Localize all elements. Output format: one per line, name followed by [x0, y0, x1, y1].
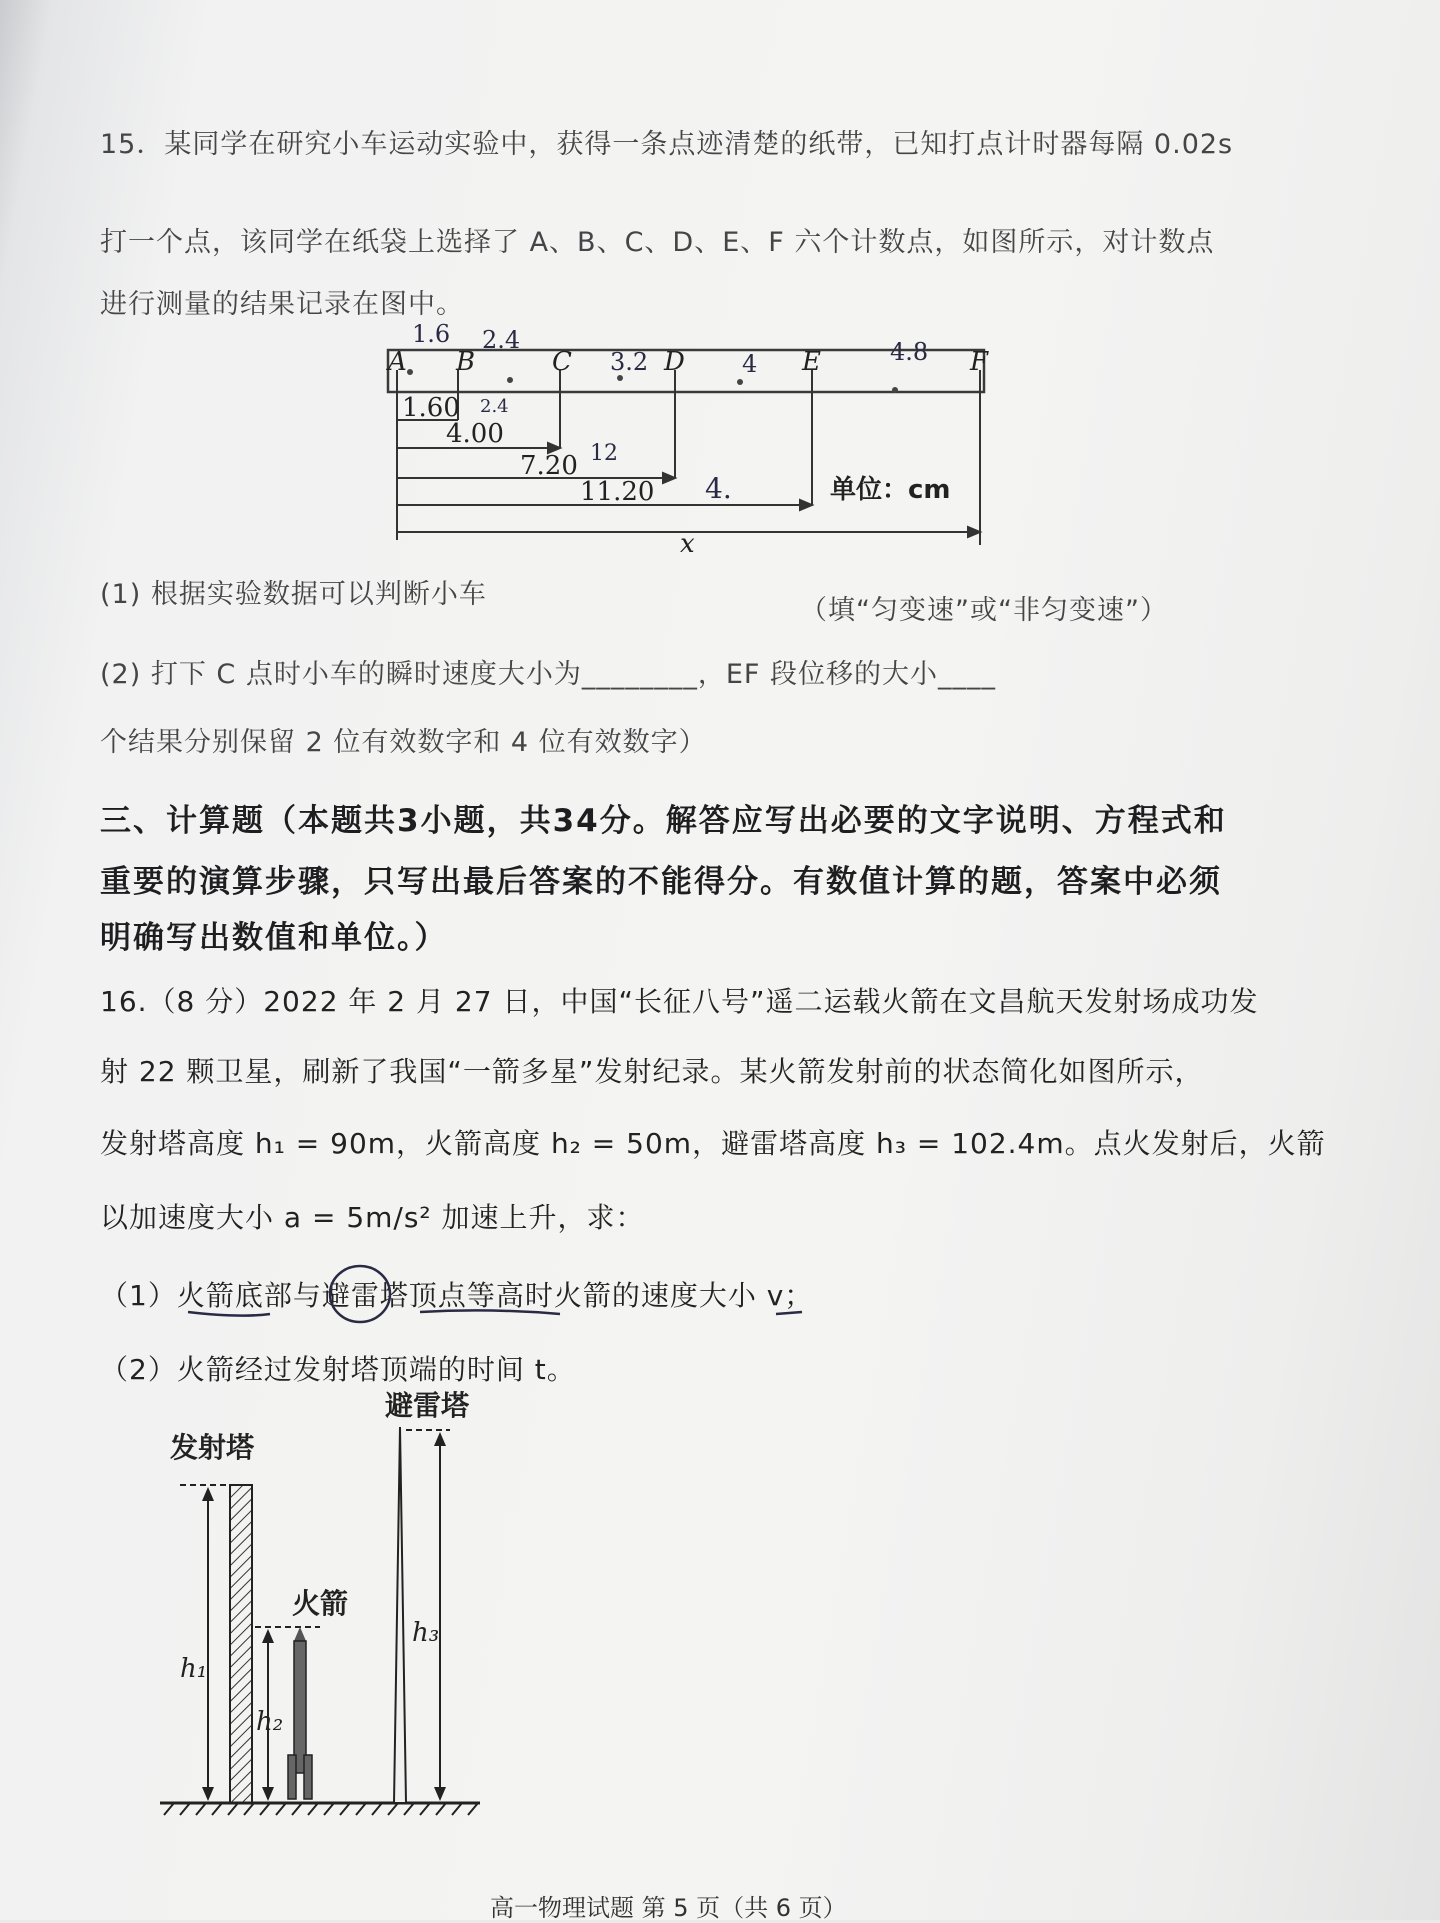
dim-af-arrowhead	[968, 527, 980, 537]
launch-tower-label: 发射塔	[170, 1431, 255, 1464]
q15-line-1: 15．某同学在研究小车运动实验中，获得一条点迹清楚的纸带，已知打点计时器每隔 0.02s	[100, 129, 1234, 160]
point-label-c: C	[552, 347, 572, 377]
dot-b	[507, 377, 513, 383]
point-label-f: F	[970, 347, 989, 377]
q16-sub1: （1）火箭底部与避雷塔顶点等高时火箭的速度大小 v；	[100, 1279, 814, 1312]
distance-ac: 4.00	[446, 419, 504, 449]
pen-underline-2	[420, 1310, 560, 1314]
section3-line-3: 明确写出数值和单位。）	[100, 920, 448, 956]
dim-ad-arrowhead	[663, 473, 675, 483]
q15-line-2: 打一个点，该同学在纸袋上选择了 A、B、C、D、E、F 六个计数点，如图所示，对计数点	[100, 227, 1215, 258]
handwriting-bc-below: 2.4	[480, 396, 509, 417]
handwriting-4: 4.	[705, 472, 732, 505]
h2-label: h₂	[256, 1707, 284, 1737]
q16-line-1: 16.（8 分）2022 年 2 月 27 日，中国“长征八号”遥二运载火箭在文昌航天发射场成功发	[100, 985, 1259, 1018]
launch-tower	[230, 1485, 252, 1803]
handwriting-de: 4	[742, 350, 758, 378]
distance-ab: 1.60	[402, 393, 460, 423]
pen-annotations	[170, 1262, 830, 1332]
q15-sub1-left: (1) 根据实验数据可以判断小车	[100, 579, 487, 610]
handwriting-ab: 1.6	[412, 320, 451, 348]
h2-arrowhead-bottom	[262, 1787, 274, 1801]
pen-underline-3	[776, 1312, 802, 1314]
pen-underline-1	[188, 1312, 270, 1316]
q16-line-4: 以加速度大小 a = 5m/s² 加速上升，求：	[100, 1201, 645, 1234]
lightning-tower	[394, 1427, 406, 1803]
dot-e	[892, 387, 898, 393]
distance-ad: 7.20	[520, 451, 578, 481]
page-footer: 高一物理试题 第 5 页（共 6 页）	[490, 1894, 847, 1922]
pen-circle	[330, 1266, 390, 1322]
paper-tape-figure	[370, 320, 1030, 560]
h1-arrowhead-bottom	[202, 1787, 214, 1801]
q16-line-3: 发射塔高度 h₁ = 90m，火箭高度 h₂ = 50m，避雷塔高度 h₃ = 102.4m。点火发射后，火箭	[100, 1127, 1326, 1160]
h1-arrowhead-top	[202, 1487, 214, 1501]
point-label-e: E	[802, 347, 821, 377]
handwriting-12: 12	[590, 441, 618, 466]
handwriting-cd: 3.2	[610, 348, 649, 376]
rocket-launch-diagram	[150, 1385, 500, 1835]
h3-arrowhead-bottom	[434, 1787, 446, 1801]
rocket-label: 火箭	[292, 1587, 349, 1620]
h2-arrowhead-top	[262, 1629, 274, 1643]
q15-line-3: 进行测量的结果记录在图中。	[100, 289, 464, 320]
handwriting-bc: 2.4	[482, 326, 521, 354]
q15-sub2: (2) 打下 C 点时小车的瞬时速度大小为________，EF 段位移的大小____	[100, 659, 997, 690]
q16-sub2: （2）火箭经过发射塔顶端的时间 t。	[100, 1353, 576, 1386]
q16-line-2: 射 22 颗卫星，刷新了我国“一箭多星”发射纪录。某火箭发射前的状态简化如图所示，	[100, 1055, 1204, 1088]
dim-ae-arrowhead	[800, 500, 812, 510]
distance-ae: 11.20	[580, 477, 655, 507]
handwriting-ef: 4.8	[890, 338, 929, 366]
point-label-d: D	[664, 347, 685, 377]
section3-line-2: 重要的演算步骤，只写出最后答案的不能得分。有数值计算的题，答案中必须	[100, 864, 1222, 900]
q15-sub1-right: （填“匀变速”或“非匀变速”）	[800, 595, 1168, 626]
point-label-a: A	[388, 347, 407, 377]
h1-label: h₁	[180, 1654, 208, 1684]
lightning-tower-label: 避雷塔	[385, 1389, 470, 1422]
rocket-shape	[288, 1627, 312, 1799]
dot-d	[737, 379, 743, 385]
section3-line-1: 三、计算题（本题共3小题，共34分。解答应写出必要的文字说明、方程式和	[100, 803, 1227, 839]
h3-arrowhead-top	[434, 1432, 446, 1446]
distance-af-label: x	[680, 529, 695, 559]
point-label-b: B	[456, 347, 476, 377]
unit-label: 单位：cm	[830, 475, 951, 505]
dot-a	[407, 369, 413, 375]
q15-sub2-cont: 个结果分别保留 2 位有效数字和 4 位有效数字）	[100, 727, 707, 758]
h3-label: h₃	[412, 1618, 440, 1648]
